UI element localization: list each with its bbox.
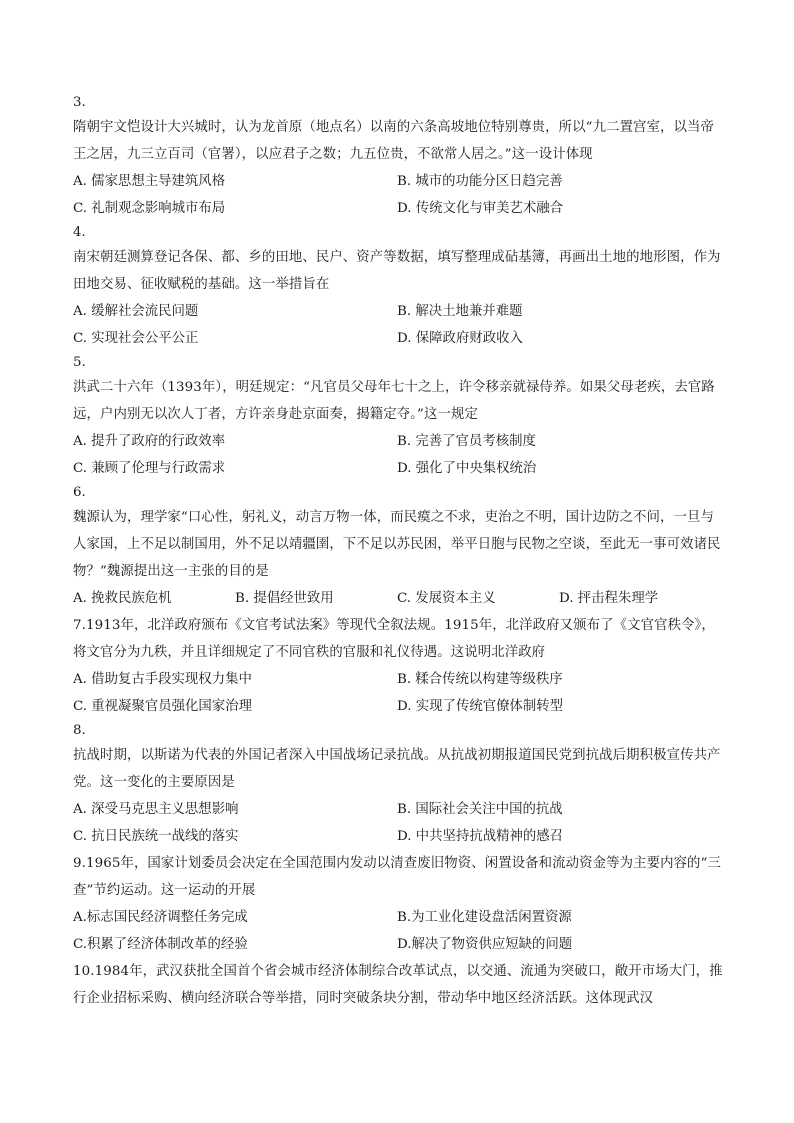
question-number: 8.	[73, 723, 86, 738]
options-row	[73, 693, 723, 720]
option-d: D. 保障政府财政收入	[397, 331, 523, 346]
options-row	[73, 195, 723, 222]
option-d: D. 抨击程朱理学	[559, 591, 659, 606]
question-number: 6.	[73, 485, 86, 500]
option-b: B. 提倡经世致用	[235, 591, 334, 606]
question-9	[73, 850, 723, 958]
option-b: B. 国际社会关注中国的抗战	[397, 802, 563, 817]
option-a: A. 深受马克思主义思想影响	[73, 802, 239, 817]
options-row	[73, 325, 723, 352]
question-stem: 魏源认为，理学家“口心性，躬礼义，动言万物一体，而民瘼之不求，吏治之不明，国计边防之不问，一旦与人家国，上不足以制国用，外不足以靖疆圉，下不足以苏民困，举平日胞与民物之空谈，至此无一事可效诸民物？”魏源提出这一主张的目的是	[73, 510, 721, 579]
option-a: A. 提升了政府的行政效率	[73, 434, 226, 449]
options-row	[73, 168, 723, 195]
option-a: A. 挽救民族危机	[73, 591, 172, 606]
option-c: C. 重视凝聚官员强化国家治理	[73, 699, 252, 714]
options-row	[73, 796, 723, 823]
option-a: A.标志国民经济调整任务完成	[73, 910, 248, 925]
question-stem: 洪武二十六年（1393年），明廷规定：“凡官员父母年七十之上，许令移亲就禄侍养。如果父母老疾，去官路远，户内别无以次人丁者，方许亲身赴京面奏，揭籍定夺。”这一规定	[73, 380, 715, 422]
question-7	[73, 612, 723, 720]
question-3	[73, 92, 723, 222]
options-row	[73, 585, 723, 612]
option-c: C. 发展资本主义	[397, 591, 496, 606]
options-row	[73, 428, 723, 455]
question-stem: 隋朝宇文恺设计大兴城时，认为龙首原（地点名）以南的六条高坡地位特别尊贵，所以“九二置宫室，以当帝王之居，九三立百司（官署），以应君子之数；九五位贵，不欲常人居之。”这一设计体现	[73, 120, 715, 162]
option-b: B. 糅合传统以构建等级秩序	[397, 672, 563, 687]
option-b: B.为工业化建设盘活闲置资源	[397, 910, 572, 925]
question-stem: 7.1913年，北洋政府颁布《文官考试法案》等现代全叙法规。1915年，北洋政府又颁布了《文官官秩令》，将文官分为九秩，并且详细规定了不同官秩的官服和礼仪待遇。这说明北洋政府	[73, 618, 715, 660]
option-a: A. 缓解社会流民问题	[73, 304, 199, 319]
options-row	[73, 904, 723, 931]
option-d: D. 中共坚持抗战精神的感召	[397, 829, 564, 844]
options-row	[73, 823, 723, 850]
option-d: D. 传统文化与审美艺术融合	[397, 201, 564, 216]
option-b: B. 城市的功能分区日趋完善	[397, 174, 563, 189]
option-b: B. 完善了官员考核制度	[397, 434, 536, 449]
option-c: C. 抗日民族统一战线的落实	[73, 829, 239, 844]
question-6	[73, 482, 723, 612]
question-list	[73, 92, 723, 1012]
options-row	[73, 666, 723, 693]
question-number: 5.	[73, 355, 86, 370]
question-number: 3.	[73, 95, 86, 110]
option-d: D.解决了物资供应短缺的问题	[397, 937, 573, 952]
question-10	[73, 958, 723, 1012]
question-stem: 10.1984年，武汉获批全国首个省会城市经济体制综合改革试点，以交通、流通为突破口，敞开市场大门，推行企业招标采购、横向经济联合等举措，同时突破条块分割，带动华中地区经济活跃。这体现武汉	[73, 964, 723, 1006]
options-row	[73, 931, 723, 958]
option-d: D. 强化了中央集权统治	[397, 461, 537, 476]
question-4	[73, 222, 723, 352]
option-b: B. 解决土地兼并难题	[397, 304, 523, 319]
options-row	[73, 298, 723, 325]
option-a: A. 儒家思想主导建筑风格	[73, 174, 226, 189]
options-row	[73, 455, 723, 482]
option-c: C. 实现社会公平公正	[73, 331, 199, 346]
option-c: C. 兼顾了伦理与行政需求	[73, 461, 226, 476]
question-stem: 9.1965年，国家计划委员会决定在全国范围内发动以清查废旧物资、闲置设备和流动资金等为主要内容的“三查”节约运动。这一运动的开展	[73, 856, 721, 898]
option-d: D. 实现了传统官僚体制转型	[397, 699, 564, 714]
question-8	[73, 720, 723, 850]
question-stem: 抗战时期，以斯诺为代表的外国记者深入中国战场记录抗战。从抗战初期报道国民党到抗战后期积极宣传共产党。这一变化的主要原因是	[73, 748, 721, 790]
option-a: A. 借助复古手段实现权力集中	[73, 672, 252, 687]
option-c: C. 礼制观念影响城市布局	[73, 201, 226, 216]
question-5	[73, 352, 723, 482]
question-number: 4.	[73, 225, 86, 240]
option-c: C.积累了经济体制改革的经验	[73, 937, 248, 952]
question-stem: 南宋朝廷测算登记各保、都、乡的田地、民户、资产等数据，填写整理成砧基簿，再画出土地的地形图，作为田地交易、征收赋税的基础。这一举措旨在	[73, 250, 721, 292]
